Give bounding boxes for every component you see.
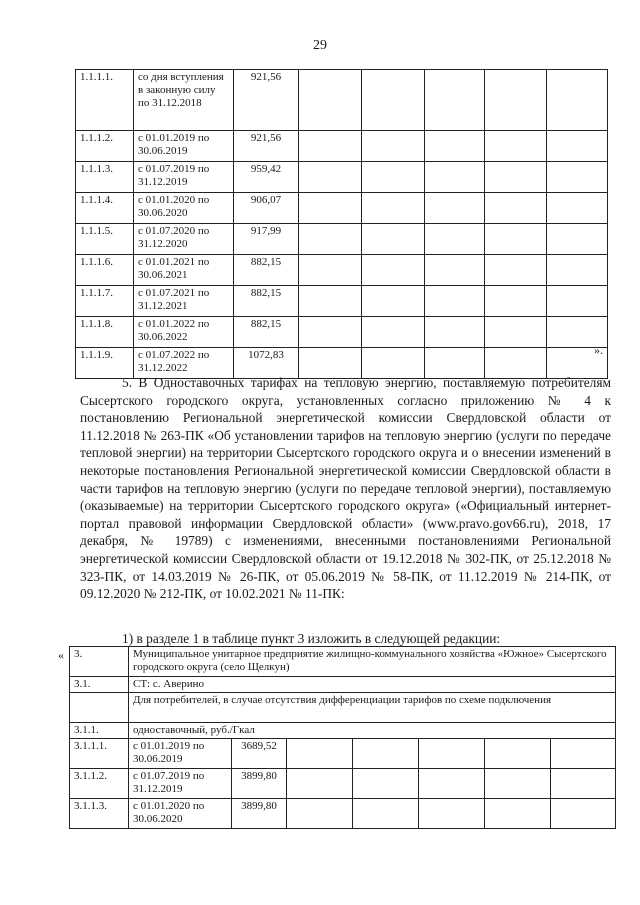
table-row — [76, 224, 608, 255]
empty-cell — [547, 70, 608, 131]
org-name: Муниципальное унитарное предприятие жилищно-коммунального хозяйства «Южное» Сысертского городского округа (село Щелкун) — [129, 647, 616, 677]
tariff-table-1 — [75, 69, 608, 379]
row-value: 959,42 — [234, 162, 299, 193]
row-number: 1.1.1.9. — [76, 348, 134, 379]
empty-cell — [299, 131, 362, 162]
row-number: 3.1.1.2. — [70, 769, 129, 799]
table-row — [70, 739, 616, 769]
tariff-table-2 — [69, 646, 616, 829]
empty-cell — [287, 739, 353, 769]
empty-cell — [425, 162, 485, 193]
page-number: 29 — [313, 38, 327, 53]
empty-cell — [485, 131, 547, 162]
row-number: 1.1.1.2. — [76, 131, 134, 162]
empty-cell — [353, 799, 419, 829]
org-num: 3. — [70, 647, 129, 677]
row-period: с 01.07.2020 по 31.12.2020 — [134, 224, 234, 255]
empty-cell — [299, 70, 362, 131]
row-value: 921,56 — [234, 131, 299, 162]
table-row — [76, 70, 608, 131]
empty-cell — [362, 162, 425, 193]
empty-cell — [547, 286, 608, 317]
empty-cell — [425, 70, 485, 131]
row-number: 1.1.1.3. — [76, 162, 134, 193]
tariff-name: одноставочный, руб./Гкал — [129, 723, 616, 739]
empty-cell — [362, 286, 425, 317]
st-row — [70, 677, 616, 693]
row-number: 3.1.1.1. — [70, 739, 129, 769]
empty-cell — [299, 224, 362, 255]
row-value: 3689,52 — [232, 739, 287, 769]
tariff-row — [70, 723, 616, 739]
row-value: 882,15 — [234, 317, 299, 348]
st-name: СТ: с. Аверино — [129, 677, 616, 693]
empty-cell — [425, 317, 485, 348]
row-period: с 01.07.2019 по 31.12.2019 — [134, 162, 234, 193]
org-row — [70, 647, 616, 677]
row-value: 882,15 — [234, 286, 299, 317]
row-value: 1072,83 — [234, 348, 299, 379]
opening-quote: « — [58, 648, 64, 662]
table-row — [76, 255, 608, 286]
row-value: 917,99 — [234, 224, 299, 255]
empty-cell — [547, 224, 608, 255]
row-number: 1.1.1.1. — [76, 70, 134, 131]
row-period: с 01.01.2019 по 30.06.2019 — [129, 739, 232, 769]
empty-cell — [425, 255, 485, 286]
empty-cell — [485, 224, 547, 255]
paragraph-5: 5. В Одноставочных тарифах на тепловую энергию, поставляемую потребителям Сысертского городского округа, установленных согласно приложению № 4 к постановлению Региональной энергетической комиссии Свердловской области от 11.12.2018 № 263-ПК «Об установлении тарифов на тепловую энергию (услуги по передаче тепловой энергии) на территории Сысертского городского округа и о внесении изменений в некоторые постановления Региональной энергетической комиссии Свердловской области в части тарифов на тепловую энергию (услуги по передаче тепловой энергии), поставляемую (оказываемые) на территории Сысертского городского округа» («Официальный интернет-портал правовой информации Свердловской области» (www.pravo.gov66.ru), 2018, 17 декабря, № 19789) с изменениями, внесенными постановлениями Региональной энергетической комиссии Свердловской области от 19.12.2018 № 302-ПК, от 25.12.2018 № 323-ПК, от 14.03.2019 № 26-ПК, от 05.06.2019 № 58-ПК, от 11.12.2019 № 214-ПК, от 09.12.2020 № 212-ПК, от 10.02.2021 № 11-ПК: — [80, 375, 611, 602]
empty-cell — [362, 317, 425, 348]
sub-item-1: 1) в разделе 1 в таблице пункт 3 изложить в следующей редакции: — [122, 631, 501, 646]
tariff-num: 3.1.1. — [70, 723, 129, 739]
empty-cell — [419, 769, 485, 799]
row-number: 1.1.1.6. — [76, 255, 134, 286]
empty-cell — [299, 255, 362, 286]
table-row — [70, 799, 616, 829]
empty-cell — [362, 224, 425, 255]
empty-cell — [485, 739, 551, 769]
empty-cell — [547, 255, 608, 286]
empty-cell — [419, 799, 485, 829]
empty-cell — [485, 799, 551, 829]
row-period: со дня вступления в законную силу по 31.12.2018 — [134, 70, 234, 131]
empty-cell — [485, 70, 547, 131]
row-value: 3899,80 — [232, 799, 287, 829]
empty-cell — [551, 769, 616, 799]
empty-cell — [419, 739, 485, 769]
row-number: 1.1.1.8. — [76, 317, 134, 348]
table-row — [76, 286, 608, 317]
table-row — [76, 162, 608, 193]
empty-cell — [547, 193, 608, 224]
empty-cell — [425, 131, 485, 162]
table-row — [70, 769, 616, 799]
closing-quote: ». — [594, 343, 603, 357]
row-period: с 01.07.2022 по 31.12.2022 — [134, 348, 234, 379]
empty-cell — [485, 255, 547, 286]
row-period: с 01.01.2020 по 30.06.2020 — [129, 799, 232, 829]
empty-cell — [362, 193, 425, 224]
row-number: 1.1.1.7. — [76, 286, 134, 317]
empty-cell — [485, 193, 547, 224]
empty-cell — [299, 317, 362, 348]
empty-cell — [485, 317, 547, 348]
empty-cell — [299, 162, 362, 193]
empty-cell — [551, 799, 616, 829]
empty-cell — [299, 286, 362, 317]
empty-cell — [425, 193, 485, 224]
row-period: с 01.01.2022 по 30.06.2022 — [134, 317, 234, 348]
row-period: с 01.07.2021 по 31.12.2021 — [134, 286, 234, 317]
table-row — [76, 131, 608, 162]
empty-cell — [287, 799, 353, 829]
empty-cell — [425, 224, 485, 255]
empty-cell — [425, 286, 485, 317]
empty-cell — [353, 739, 419, 769]
row-period: с 01.01.2021 по 30.06.2021 — [134, 255, 234, 286]
consumers-num — [70, 693, 129, 723]
st-num: 3.1. — [70, 677, 129, 693]
empty-cell — [362, 255, 425, 286]
empty-cell — [551, 739, 616, 769]
table-row — [76, 193, 608, 224]
empty-cell — [485, 286, 547, 317]
consumers-note: Для потребителей, в случае отсутствия дифференциации тарифов по схеме подключения — [129, 693, 616, 723]
row-number: 3.1.1.3. — [70, 799, 129, 829]
empty-cell — [485, 162, 547, 193]
row-value: 3899,80 — [232, 769, 287, 799]
row-value: 906,07 — [234, 193, 299, 224]
empty-cell — [362, 131, 425, 162]
empty-cell — [547, 131, 608, 162]
empty-cell — [362, 70, 425, 131]
row-period: с 01.07.2019 по 31.12.2019 — [129, 769, 232, 799]
row-value: 921,56 — [234, 70, 299, 131]
empty-cell — [485, 769, 551, 799]
consumers-row — [70, 693, 616, 723]
empty-cell — [287, 769, 353, 799]
row-number: 1.1.1.5. — [76, 224, 134, 255]
row-number: 1.1.1.4. — [76, 193, 134, 224]
empty-cell — [547, 162, 608, 193]
row-period: с 01.01.2019 по 30.06.2019 — [134, 131, 234, 162]
row-value: 882,15 — [234, 255, 299, 286]
row-period: с 01.01.2020 по 30.06.2020 — [134, 193, 234, 224]
empty-cell — [353, 769, 419, 799]
table-row — [76, 317, 608, 348]
empty-cell — [299, 193, 362, 224]
